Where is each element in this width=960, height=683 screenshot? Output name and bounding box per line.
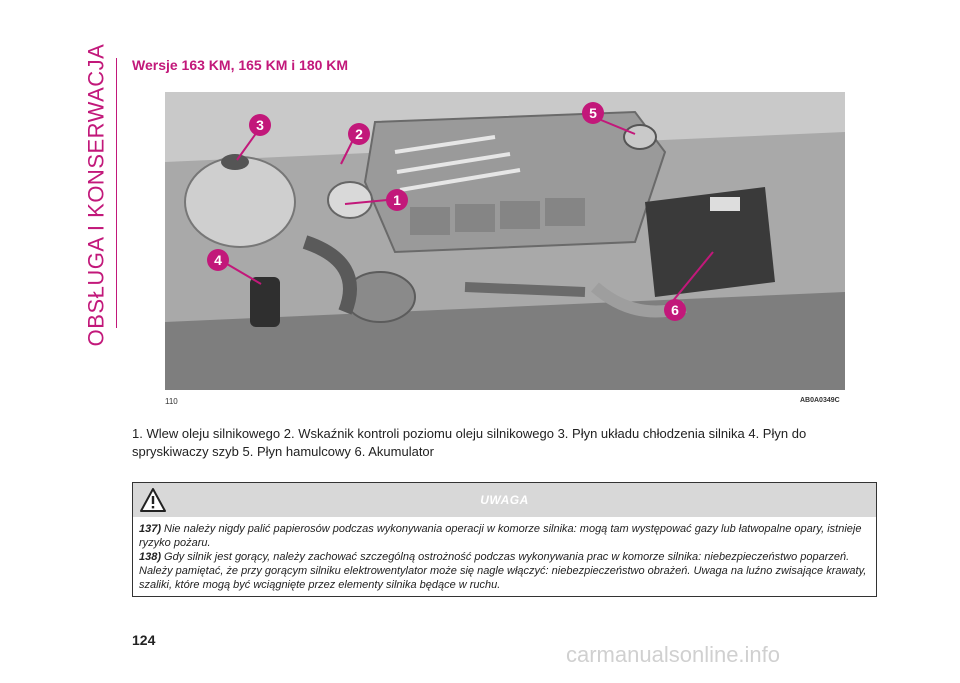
warning-item: 138) Gdy silnik jest gorący, należy zachować szczególną ostrożność podczas wykonywania prac w komorze silnika: niebezpieczeństwo poparzeń. Należy pamiętać, że przy gorącym silniku elektrowentylator może się nagle włączyć: niebezpieczeństwo obrażeń. Uwaga na luźno zwisające krawaty, szaliki, które mogą być wciągnięte przez elementy silnika będące w ruchu. — [139, 551, 867, 591]
warning-title: UWAGA — [480, 493, 529, 507]
svg-text:5: 5 — [589, 105, 597, 121]
svg-text:6: 6 — [671, 302, 679, 318]
svg-text:4: 4 — [214, 252, 222, 268]
figure-code: AB0A0349C — [800, 397, 840, 404]
svg-text:1: 1 — [393, 192, 401, 208]
page-number: 124 — [132, 632, 156, 648]
svg-text:3: 3 — [256, 117, 264, 133]
figure-number: 110 — [165, 397, 178, 406]
warning-header — [133, 483, 876, 517]
warning-box — [132, 482, 877, 597]
engine-illustration — [165, 92, 845, 390]
watermark: carmanualsonline.info — [566, 642, 781, 667]
side-rule — [116, 58, 117, 328]
warning-item: 137) Nie należy nigdy palić papierosów podczas wykonywania operacji w komorze silnika: mogą tam występować gazy lub łatwopalne opary, istnieje ryzyko pożaru. — [139, 523, 862, 549]
warning-body — [133, 517, 876, 592]
section-heading: Wersje 163 KM, 165 KM i 180 KM — [132, 57, 349, 73]
side-section-title: OBSŁUGA I KONSERWACJA — [83, 43, 108, 347]
engine-bay-photo — [165, 92, 845, 390]
svg-text:2: 2 — [355, 126, 363, 142]
figure-caption: 1. Wlew oleju silnikowego 2. Wskaźnik kontroli poziomu oleju silnikowego 3. Płyn układu chłodzenia silnika 4. Płyn do spryskiwaczy szyb 5. Płyn hamulcowy 6. Akumulator — [132, 426, 807, 459]
